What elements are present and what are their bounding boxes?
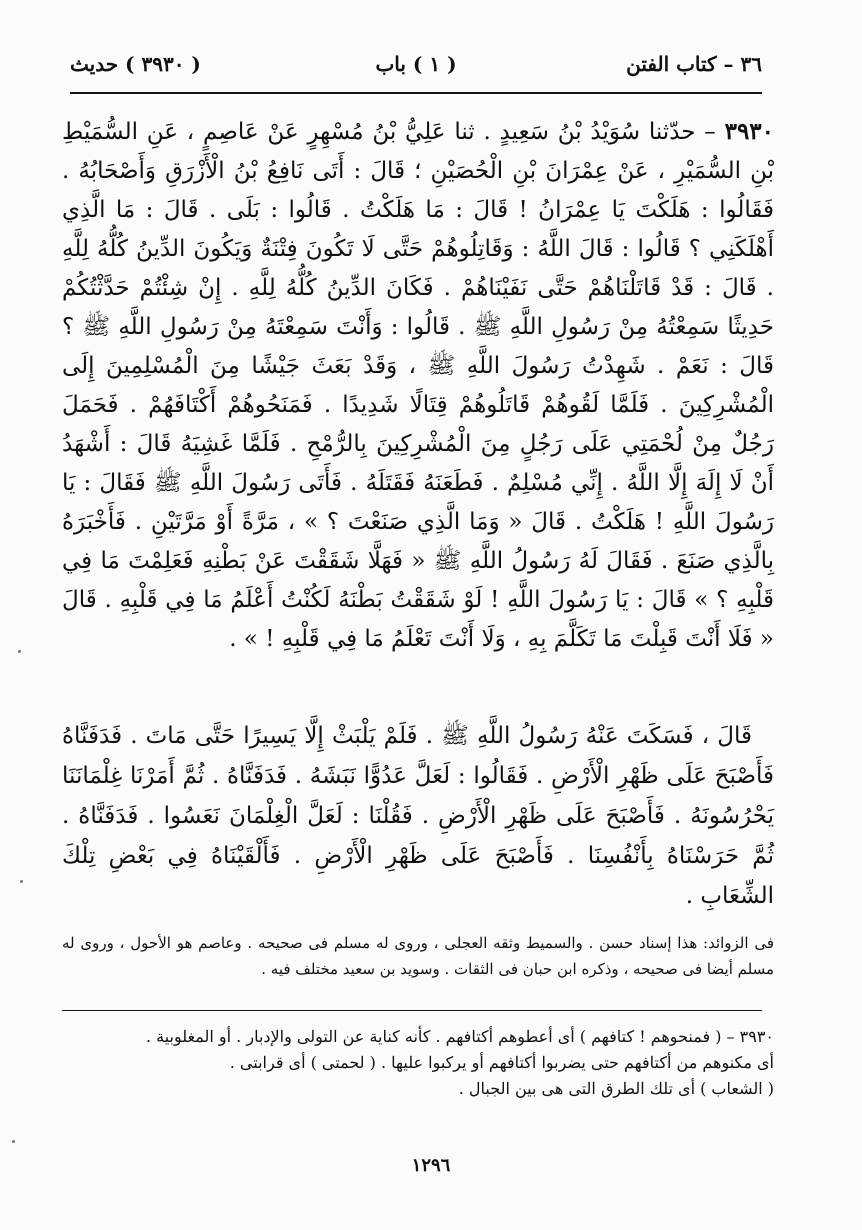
footnote-line-2: أى مكنوهم من أكتافهم حتى يضربوا أكتافهم أو يركبوا عليها . ( لحمتى ) أى قرابتى . xyxy=(229,1053,774,1072)
hadith-reference: ( ٣٩٣٠ ) حديث xyxy=(70,52,201,76)
hadith-body xyxy=(62,112,774,659)
continuation-text: قَالَ ، فَسَكَتَ عَنْهُ رَسُولُ اللَّهِ ﷺ . فَلَمْ يَلْبَثْ إِلَّا يَسِيرًا حَتَّى مَاتَ . فَدَفَنَّاهُ فَأَصْبَحَ عَلَى ظَهْرِ الْأَرْضِ . فَقَالُوا : لَعَلَّ عَدُوًّا نَبَشَهُ . فَدَفَنَّاهُ . ثُمَّ أَمَرْنَا غِلْمَانَنَا يَحْرُسُونَهُ . فَأَصْبَحَ عَلَى ظَهْرِ الْأَرْضِ . فَقُلْنَا : لَعَلَّ الْغِلْمَانَ نَعَسُوا . فَدَفَنَّاهُ . ثُمَّ حَرَسْنَاهُ بِأَنْفُسِنَا . فَأَصْبَحَ عَلَى ظَهْرِ الْأَرْضِ . فَأَلْقَيْنَاهُ فِي بَعْضِ تِلْكَ الشِّعَابِ . xyxy=(62,723,774,909)
footnote-line-1: ٣٩٣٠ – ( فمنحوهم ! كتافهم ) أى أعطوهم أكتافهم . كأنه كناية عن التولى والإدبار . أو المغلوبية . xyxy=(145,1027,774,1046)
footnotes xyxy=(62,1024,774,1102)
page-header xyxy=(70,52,762,92)
zawaid-text: فى الزوائد: هذا إسناد حسن . والسميط وثقه العجلى ، وروى له مسلم فى صحيحه . وعاصم هو الأحول ، وروى له مسلم أيضا فى صحيحه ، وذكره ابن حبان فى الثقات . وسويد بن سعيد مختلف فيه . xyxy=(62,934,774,978)
scan-speck xyxy=(12,1140,15,1143)
footnote-line-3: ( الشعاب ) أى تلك الطرق التى هى بين الجبال . xyxy=(458,1079,774,1098)
book-title: ٣٦ – كتاب الفتن xyxy=(626,52,762,76)
hadith-number: ٣٩٣٠ xyxy=(724,118,775,145)
hadith-text xyxy=(62,112,774,659)
header-rule xyxy=(70,92,762,94)
hadith-narration: – حدّثنا سُوَيْدُ بْنُ سَعِيدٍ . ثنا عَلِيُّ بْنُ مُسْهِرٍ عَنْ عَاصِمٍ ، عَنِ السُّمَيْطِ بْنِ السُّمَيْرِ ، عَنْ عِمْرَانَ بْنِ الْحُصَيْنِ ؛ قَالَ : أَتَى نَافِعُ بْنُ الْأَزْرَقِ وَأَصْحَابُهُ . فَقَالُوا : هَلَكْتَ يَا عِمْرَانُ ! قَالَ : مَا هَلَكْتُ . قَالُوا : بَلَى . قَالَ : مَا الَّذِي أَهْلَكَنِي ؟ قَالُوا : قَالَ اللَّهُ : وَقَاتِلُوهُمْ حَتَّى لَا تَكُونَ فِتْنَةٌ وَيَكُونَ الدِّينُ كُلُّهُ لِلَّهِ . قَالَ : قَدْ قَاتَلْنَاهُمْ حَتَّى نَفَيْنَاهُمْ . فَكَانَ الدِّينُ كُلُّهُ لِلَّهِ . إِنْ شِئْتُمْ حَدَّثْتُكُمْ حَدِيثًا سَمِعْتُهُ مِنْ رَسُولِ اللَّهِ ﷺ . قَالُوا : وَأَنْتَ سَمِعْتَهُ مِنْ رَسُولِ اللَّهِ ﷺ ؟ قَالَ : نَعَمْ . شَهِدْتُ رَسُولَ اللَّهِ ﷺ ، وَقَدْ بَعَثَ جَيْشًا مِنَ الْمُسْلِمِينَ إِلَى الْمُشْرِكِينَ . فَلَمَّا لَقُوهُمْ قَاتَلُوهُمْ قِتَالًا شَدِيدًا . فَمَنَحُوهُمْ أَكْتَافَهُمْ . فَحَمَلَ رَجُلٌ مِنْ لُحْمَتِي عَلَى رَجُلٍ مِنَ الْمُشْرِكِينَ بِالرُّمْحِ . فَلَمَّا غَشِيَهُ قَالَ : أَشْهَدُ أَنْ لَا إِلَهَ إِلَّا اللَّهُ . إِنِّي مُسْلِمٌ . فَطَعَنَهُ فَقَتَلَهُ . فَأَتَى رَسُولَ اللَّهِ ﷺ فَقَالَ : يَا رَسُولَ اللَّهِ ! هَلَكْتُ . قَالَ « وَمَا الَّذِي صَنَعْتَ ؟ » ، مَرَّةً أَوْ مَرَّتَيْنِ . فَأَخْبَرَهُ بِالَّذِي صَنَعَ . فَقَالَ لَهُ رَسُولُ اللَّهِ ﷺ « فَهَلَّا شَقَقْتَ عَنْ بَطْنِهِ فَعَلِمْتَ مَا فِي قَلْبِهِ ؟ » قَالَ : يَا رَسُولَ اللَّهِ ! لَوْ شَقَقْتُ بَطْنَهُ لَكُنْتُ أَعْلَمُ مَا فِي قَلْبِهِ . قَالَ « فَلَا أَنْتَ قَبِلْتَ مَا تَكَلَّمَ بِهِ ، وَلَا أَنْتَ تَعْلَمُ مَا فِي قَلْبِهِ ! » . xyxy=(62,119,774,652)
scan-speck xyxy=(18,650,21,653)
page-number: ١٢٩٦ xyxy=(411,1155,451,1176)
hadith-continuation xyxy=(62,716,774,916)
chapter-label: ( ١ ) باب xyxy=(375,52,457,76)
zawaid-note xyxy=(62,930,774,982)
scan-speck xyxy=(20,880,23,883)
footnote-rule xyxy=(62,1010,762,1011)
